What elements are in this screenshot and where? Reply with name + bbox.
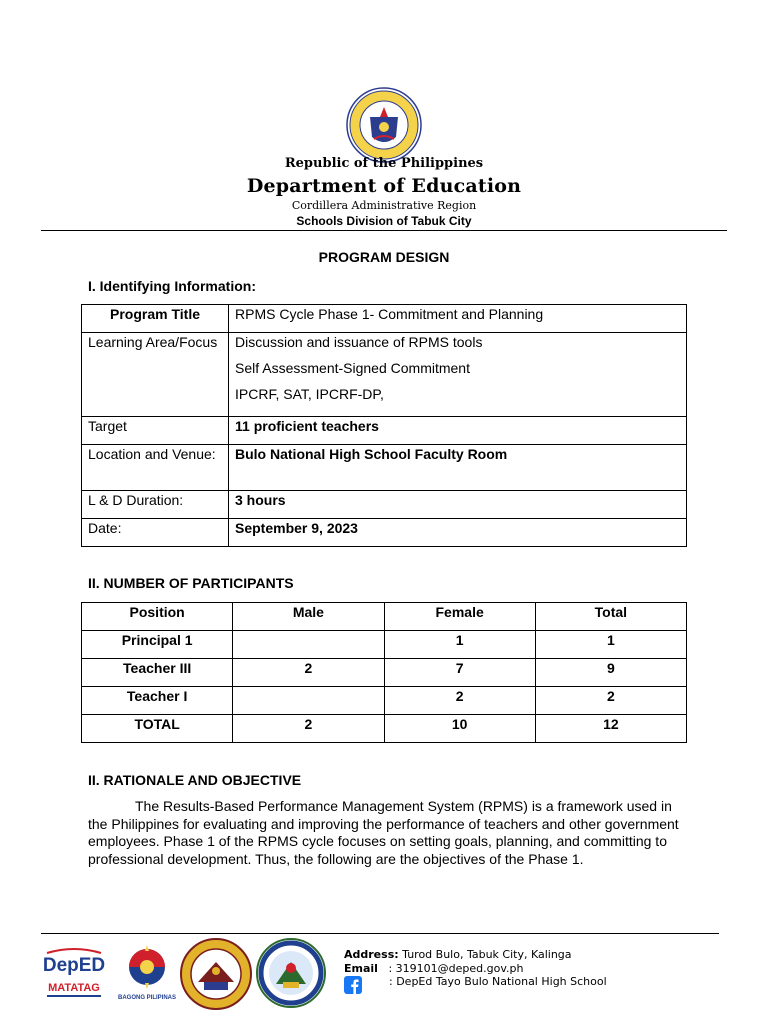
table-cell: 1 (535, 631, 686, 659)
table-cell: 1 (384, 631, 535, 659)
rationale-text: The Results-Based Performance Management System (RPMS) is a framework used in the Philippines for evaluating and improving the performance of teachers and other government employees. Phase 1 of the RPMS cycle focuses on setting goals, planning, and committing to professional development. Thus, the following are the objectives of the Phase 1. (88, 798, 679, 867)
matatag-logo-text: MATATAG (48, 982, 100, 994)
participants-table (81, 602, 687, 743)
table-cell: 10 (384, 715, 535, 743)
column-header: Total (535, 603, 686, 631)
rationale-paragraph (88, 798, 688, 868)
table-row (82, 491, 687, 519)
division-seal-logo (180, 938, 252, 1010)
section2-heading: II. NUMBER OF PARTICIPANTS (88, 575, 294, 591)
facebook-page[interactable]: : DepEd Tayo Bulo National High School (389, 975, 607, 988)
department-heading: Department of Education (246, 175, 522, 197)
learning-area-label: Learning Area/Focus (82, 333, 229, 417)
table-cell: 2 (384, 687, 535, 715)
target-value: 11 proficient teachers (229, 417, 687, 445)
table-row (82, 445, 687, 491)
bagong-pilipinas-logo (117, 943, 177, 1003)
table-cell: TOTAL (82, 715, 233, 743)
table-total-row (82, 715, 687, 743)
identifying-info-table (81, 304, 687, 547)
region-text: Cordillera Administrative Region (291, 199, 477, 212)
table-cell: 2 (233, 659, 384, 687)
location-label: Location and Venue: (82, 445, 229, 491)
date-value: September 9, 2023 (229, 519, 687, 547)
table-cell: Teacher I (82, 687, 233, 715)
column-header: Position (82, 603, 233, 631)
table-cell: Teacher III (82, 659, 233, 687)
duration-value: 3 hours (229, 491, 687, 519)
section3-heading: II. RATIONALE AND OBJECTIVE (88, 772, 302, 788)
table-header-row (82, 603, 687, 631)
header-divider (41, 230, 727, 231)
table-row (82, 417, 687, 445)
email-label: Email (344, 962, 378, 975)
facebook-icon[interactable] (344, 976, 362, 994)
deped-logo-text: DepED (42, 955, 106, 976)
table-row (82, 305, 687, 333)
address-value: Turod Bulo, Tabuk City, Kalinga (402, 948, 572, 961)
learning-item: Discussion and issuance of RPMS tools (235, 334, 483, 350)
column-header: Male (233, 603, 384, 631)
document-title: PROGRAM DESIGN (318, 249, 450, 265)
bagong-logo-text: BAGONG PILIPINAS (117, 995, 177, 1001)
table-cell (233, 687, 384, 715)
table-row (82, 631, 687, 659)
table-row (82, 687, 687, 715)
table-cell: 9 (535, 659, 686, 687)
learning-item: Self Assessment-Signed Commitment (235, 360, 470, 376)
column-header: Female (384, 603, 535, 631)
email-value[interactable]: : 319101@deped.gov.ph (388, 962, 524, 975)
footer-email (344, 962, 523, 975)
school-seal-logo (256, 938, 326, 1008)
duration-label: L & D Duration: (82, 491, 229, 519)
table-cell: 7 (384, 659, 535, 687)
program-title-label: Program Title (82, 305, 229, 333)
table-row (82, 659, 687, 687)
footer-divider (41, 933, 719, 934)
table-cell: 12 (535, 715, 686, 743)
footer-address (344, 948, 572, 961)
table-cell: 2 (233, 715, 384, 743)
address-label: Address: (344, 948, 399, 961)
deped-matatag-logo (41, 943, 107, 1001)
date-label: Date: (82, 519, 229, 547)
table-cell: 2 (535, 687, 686, 715)
deped-seal-logo (346, 87, 422, 163)
location-value: Bulo National High School Faculty Room (229, 445, 687, 491)
table-row (82, 519, 687, 547)
division-text: Schools Division of Tabuk City (296, 214, 472, 228)
table-row (82, 333, 687, 417)
learning-item: IPCRF, SAT, IPCRF-DP, (235, 386, 384, 402)
section1-heading: I. Identifying Information: (88, 278, 256, 294)
program-title-value: RPMS Cycle Phase 1- Commitment and Planning (229, 305, 687, 333)
table-cell: Principal 1 (82, 631, 233, 659)
target-label: Target (82, 417, 229, 445)
learning-area-value (229, 333, 687, 417)
republic-heading: Republic of the Philippines (284, 156, 484, 171)
table-cell (233, 631, 384, 659)
